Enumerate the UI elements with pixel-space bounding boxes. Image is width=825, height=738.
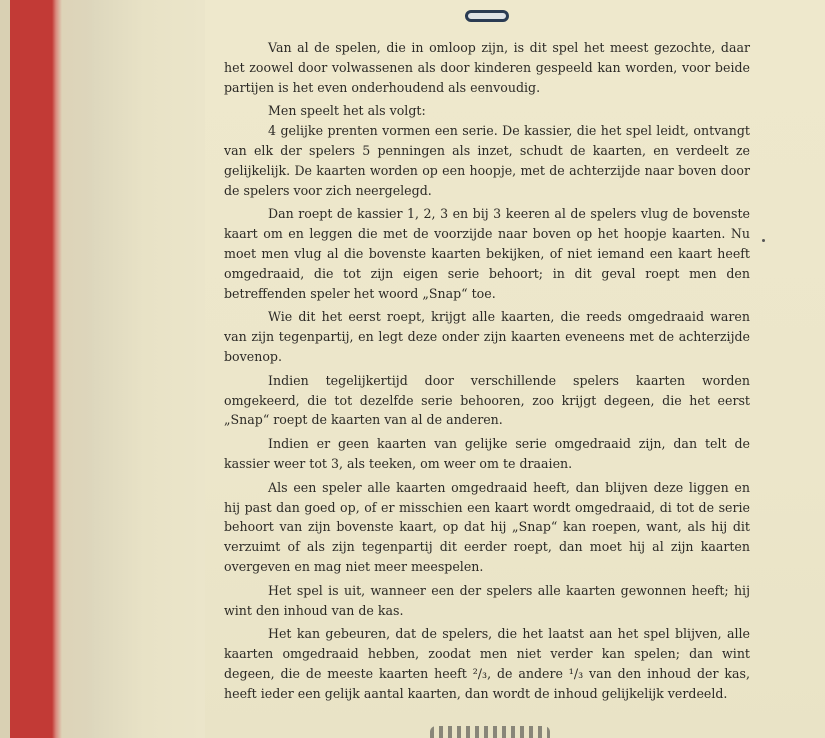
paragraph-2: Men speelt het als volgt:	[268, 103, 426, 119]
page-text	[224, 38, 750, 708]
paragraph-3: 4 gelijke prenten vormen een serie. De kassier, die het spel leidt, ontvangt van elk der spelers 5 penningen als inzet, schudt de kaarten, en verdeelt ze gelijkelijk. De kaarten worden op een hoopje, met de achterzijde naar boven door de spelers voor zich neergelegd.	[224, 123, 750, 198]
ink-speck	[762, 239, 765, 242]
paragraph-7: Indien er geen kaarten van gelijke serie omgedraaid zijn, dan telt de kassier weer tot 3, als teeken, om weer om te draaien.	[224, 436, 750, 471]
top-ornament	[465, 10, 509, 22]
paragraph-1: Van al de spelen, die in omloop zijn, is dit spel het meest gezochte, daar het zoowel door volwassenen als door kinderen gespeeld kan worden, voor beide partijen is het even onderhoudend als eenvoudig.	[224, 40, 750, 95]
paragraph-8: Als een speler alle kaarten omgedraaid heeft, dan blijven deze liggen en hij past dan goed op, of er misschien een kaart wordt omgedraaid, di tot de serie behoort van zijn bovenste kaart, op dat hij „Snap“ kan roepen, want, als hij dit verzuimt of als zijn tegenpartij dit eerder roept, dan moet hij al zijn kaarten overgeven en mag niet meer meespelen.	[224, 479, 750, 574]
book-gutter	[92, 0, 222, 738]
paragraph-9: Het spel is uit, wanneer een der spelers alle kaarten gewonnen heeft; hij wint den inhoud van de kas.	[224, 582, 750, 618]
bottom-ornament	[430, 726, 550, 738]
paragraph-10: Het kan gebeuren, dat de spelers, die het laatst aan het spel blijven, alle kaarten omgedraaid hebben, zoodat men niet verder kan spelen; dan wint degeen, die de meeste kaarten heeft ²/₃, de andere ¹/₃ van den inhoud der kas, heeft ieder een gelijk aantal kaarten, dan wordt de inhoud gelijkelijk verdeeld.	[224, 626, 750, 701]
paragraph-4: Dan roept de kassier 1, 2, 3 en bij 3 keeren al de spelers vlug de bovenste kaart om en leggen die met de voorzijde naar boven op het hoopje kaarten. Nu moet men vlug al die bovenste kaarten bekijken, of niet iemand een kaart heeft omgedraaid, die tot zijn eigen serie behoort; in dit geval roept men den betreffenden speler het woord „Snap“ toe.	[224, 206, 750, 301]
paragraph-6: Indien tegelijkertijd door verschillende spelers kaarten worden omgekeerd, die tot dezelfde serie behooren, zoo krijgt degeen, die het eerst „Snap“ roept de kaarten van al de anderen.	[224, 372, 750, 428]
paragraph-5: Wie dit het eerst roept, krijgt alle kaarten, die reeds omgedraaid waren van zijn tegenpartij, en legt deze onder zijn kaarten eveneens met de achterzijde bovenop.	[224, 309, 750, 364]
left-page-edge	[0, 0, 100, 738]
